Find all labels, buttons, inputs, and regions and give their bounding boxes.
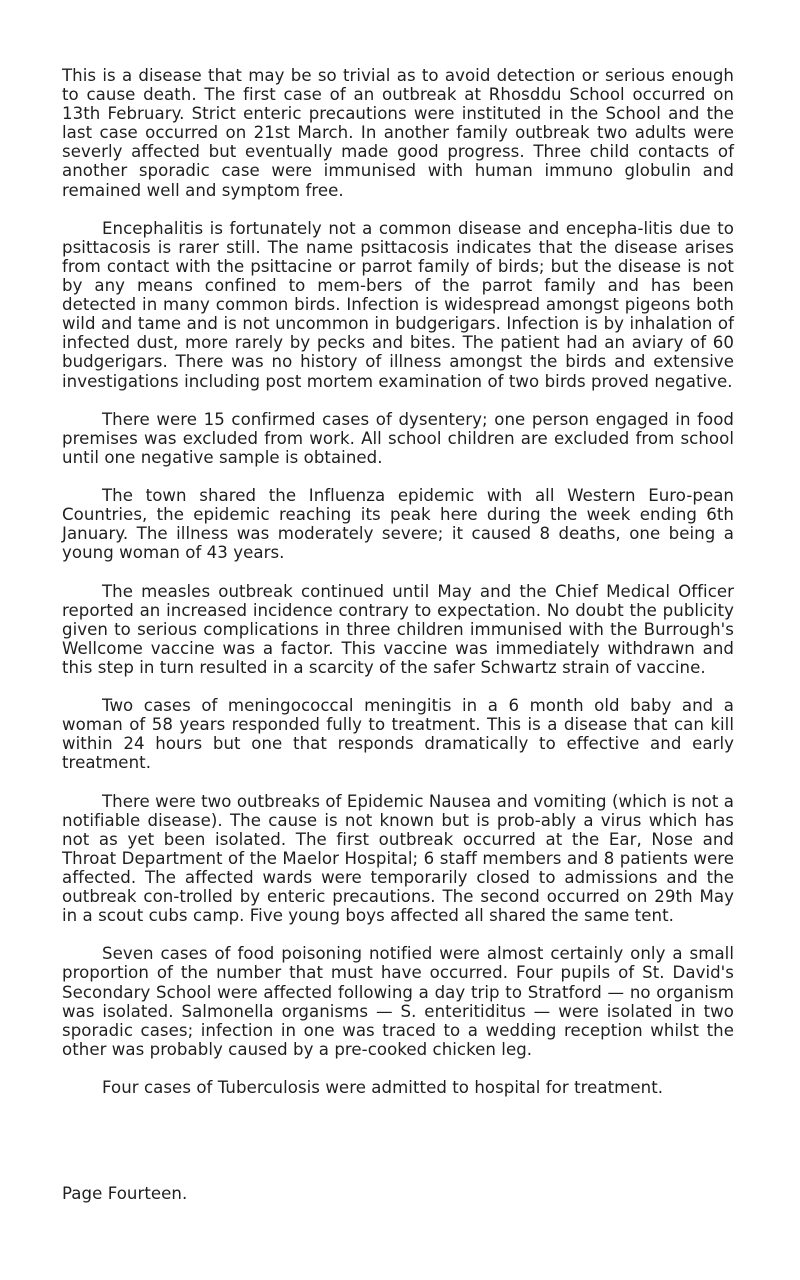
paragraph-meningitis: Two cases of meningococcal meningitis in a 6 month old baby and a woman of 58 years responded fully to treatment. This is a disease that can kill within 24 hours but one that responds dramatically to effective and early treatment.: [62, 696, 734, 773]
page-footer: Page Fourteen.: [62, 1184, 188, 1203]
paragraph-epidemic-nausea: There were two outbreaks of Epidemic Nausea and vomiting (which is not a notifiable disease). The cause is not known but is prob-ably a virus which has not as yet been isolated. The first outbreak occurred at the Ear, Nose and Throat Department of the Maelor Hospital; 6 staff members and 8 patients were affected. The affected wards were temporarily closed to admissions and the outbreak con-trolled by enteric precautions. The second occurred on 29th May in a scout cubs camp. Five young boys affected all shared the same tent.: [62, 791, 734, 926]
paragraph-measles: The measles outbreak continued until May and the Chief Medical Officer reported an increased incidence contrary to expectation. No doubt the publicity given to serious complications in three children immunised with the Burrough's Wellcome vaccine was a factor. This vaccine was immediately withdrawn and this step in turn resulted in a scarcity of the safer Schwartz strain of vaccine.: [62, 581, 734, 677]
paragraph-tuberculosis: Four cases of Tuberculosis were admitted to hospital for treatment.: [102, 1077, 664, 1097]
paragraph-food-poisoning: Seven cases of food poisoning notified were almost certainly only a small proportion of the number that must have occurred. Four pupils of St. David's Secondary School were affected following a day trip to Stratford — no organism was isolated. Salmonella organisms — S. enteritiditus — were isolated in two sporadic cases; infection in one was traced to a wedding reception whilst the other was probably caused by a pre-cooked chicken leg.: [62, 944, 734, 1059]
paragraph-dysentery: There were 15 confirmed cases of dysentery; one person engaged in food premises was excluded from work. All school children are excluded from school until one negative sample is obtained.: [62, 409, 734, 467]
paragraph-hepatitis: This is a disease that may be so trivial as to avoid detection or serious enough to cause death. The first case of an outbreak at Rhosddu School occurred on 13th February. Strict enteric precautions were instituted in the School and the last case occurred on 21st March. In another family outbreak two adults were severly affected but eventually made good progress. Three child contacts of another sporadic case were immunised with human immuno globulin and remained well and symptom free.: [62, 66, 734, 200]
paragraph-influenza: The town shared the Influenza epidemic with all Western Euro-pean Countries, the epidemic reaching its peak here during the week ending 6th January. The illness was moderately severe; it caused 8 deaths, one being a young woman of 43 years.: [62, 486, 734, 563]
paragraph-encephalitis: Encephalitis is fortunately not a common disease and encepha-litis due to psittacosis is rarer still. The name psittacosis indicates that the disease arises from contact with the psittacine or parrot family of birds; but the disease is not by any means confined to mem-bers of the parrot family and has been detected in many common birds. Infection is widespread amongst pigeons both wild and tame and is not uncommon in budgerigars. Infection is by inhalation of infected dust, more rarely by pecks and bites. The patient had an aviary of 60 budgerigars. There was no history of illness amongst the birds and extensive investigations including post mortem examination of two birds proved negative.: [62, 218, 734, 391]
